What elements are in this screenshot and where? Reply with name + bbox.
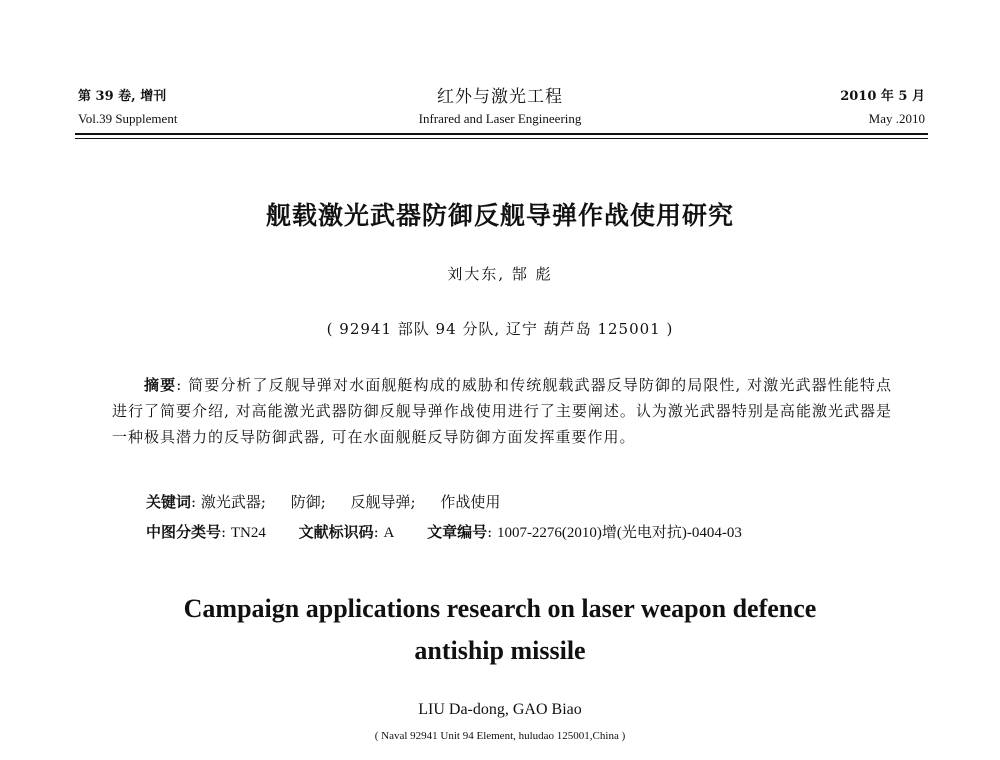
doc-code-value: A bbox=[383, 525, 395, 541]
keyword-item: 反舰导弹; bbox=[350, 493, 416, 511]
clc-label: 中图分类号 bbox=[146, 523, 222, 541]
keyword-item: 作战使用 bbox=[440, 493, 501, 511]
journal-name-cn: 红外与激光工程 bbox=[437, 87, 563, 107]
title-en-line-2: antiship missile bbox=[414, 636, 586, 665]
affiliation-cn: ( 92941 部队 94 分队, 辽宁 葫芦岛 125001 ) bbox=[326, 320, 674, 338]
header-rule-thick bbox=[75, 133, 928, 135]
authors-cn: 刘大东, 郜 彪 bbox=[447, 265, 553, 283]
abstract-text: : 简要分析了反舰导弹对水面舰艇构成的威胁和传统舰载武器反导防御的局限性, 对激光武器性能特点进行了简要介绍, 对高能激光武器防御反舰导弹作战使用进行了主要阐述。认为激光武器特别是高能激光武器是一种极具潜力的反导防御武器, 可在水面舰艇反导防御方面发挥重要作用。 bbox=[112, 376, 892, 446]
keywords-line: 关键词: 激光武器; 防御; 反舰导弹; 作战使用 bbox=[146, 493, 501, 511]
journal-date-block bbox=[840, 86, 925, 130]
header-rule-thin bbox=[75, 138, 928, 139]
paper-title-cn: 舰载激光武器防御反舰导弹作战使用研究 bbox=[265, 201, 734, 230]
doc-code-label: 文献标识码 bbox=[298, 523, 374, 541]
classification-line: 中图分类号: TN24 文献标识码: A 文章编号: 1007-2276(2010)增(光电对抗)-0404-03 bbox=[146, 523, 742, 541]
keyword-item: 防御; bbox=[290, 493, 326, 511]
title-en-line-1: Campaign applications research on laser weapon defence bbox=[183, 594, 817, 623]
date-en: May .2010 bbox=[868, 111, 925, 126]
volume-en: Vol.39 Supplement bbox=[78, 111, 178, 126]
journal-name-block bbox=[300, 86, 700, 130]
keyword-item: 激光武器; bbox=[200, 493, 266, 511]
abstract-label: 摘要 bbox=[144, 376, 177, 394]
journal-volume-block bbox=[78, 86, 177, 130]
date-cn: 2010 年 5 月 bbox=[840, 89, 925, 104]
paper-title-en bbox=[0, 588, 1000, 672]
article-no-value: 1007-2276(2010)增(光电对抗)-0404-03 bbox=[496, 525, 742, 541]
volume-cn: 第 39 卷, 增刊 bbox=[78, 89, 167, 104]
journal-name-en: Infrared and Laser Engineering bbox=[418, 111, 582, 126]
authors-en: LIU Da-dong, GAO Biao bbox=[418, 701, 582, 718]
article-no-label: 文章编号 bbox=[427, 523, 488, 541]
affiliation-en: ( Naval 92941 Unit 94 Element, huludao 125001,China ) bbox=[374, 730, 626, 742]
abstract-paragraph bbox=[112, 372, 892, 450]
clc-value: TN24 bbox=[230, 525, 266, 541]
keywords-label: 关键词 bbox=[146, 493, 192, 511]
